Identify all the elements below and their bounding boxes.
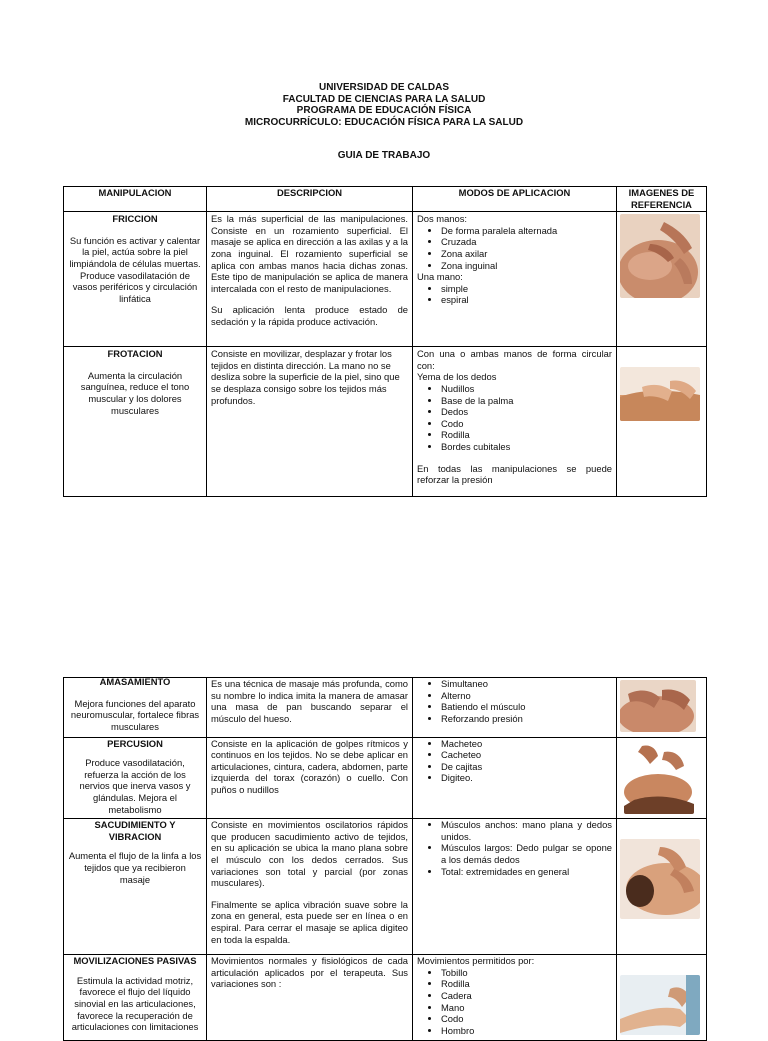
- modes-list: [417, 383, 612, 453]
- image-cell: [617, 955, 707, 1041]
- list-item: • espiral: [441, 294, 612, 306]
- manipulations-table-2: [63, 677, 707, 1041]
- list-item: • De cajitas: [441, 761, 612, 773]
- modes-list: [417, 225, 612, 271]
- manipulation-cell: [64, 737, 207, 819]
- manipulation-cell: [64, 819, 207, 955]
- col-header-descripcion: DESCRIPCION: [207, 187, 413, 212]
- modes-note: En todas las manipulaciones se puede reforzar la presión: [417, 462, 612, 486]
- modes-list: [417, 678, 612, 724]
- list-item: • Dedos: [441, 406, 612, 418]
- modes-cell: [413, 737, 617, 819]
- image-cell: [617, 819, 707, 955]
- manipulation-effect: Su función es activar y calentar la piel, actúa sobre la piel limpiándola de células muertas. Produce vasodilatación de vasos periféricos y circulación linfática: [69, 234, 201, 304]
- list-item: • Codo: [441, 418, 612, 430]
- kneading-massage-photo: [620, 680, 696, 732]
- description-text: Finalmente se aplica vibración suave sobre la zona en general, esta puede ser en línea o en espiral. Para cerrar el masaje se aplica digiteo en toda la espalda.: [211, 898, 408, 945]
- list-item: • Cadera: [441, 990, 612, 1002]
- vibration-massage-photo: [620, 839, 700, 919]
- table-row: [64, 212, 707, 347]
- list-item: • Alterno: [441, 690, 612, 702]
- university-name: UNIVERSIDAD DE CALDAS: [318, 82, 449, 93]
- description-text: Movimientos normales y fisiológicos de cada articulación aplicados por el terapeuta. Sus variaciones son :: [211, 955, 408, 990]
- list-item: • Codo: [441, 1013, 612, 1025]
- list-item: • Batiendo el músculo: [441, 701, 612, 713]
- list-item: • Macheteo: [441, 738, 612, 750]
- col-header-imagenes: IMAGENES DE REFERENCIA: [617, 187, 707, 212]
- list-item: • Zona axilar: [441, 248, 612, 260]
- list-item: • simple: [441, 283, 612, 295]
- list-item: • Bordes cubitales: [441, 441, 612, 453]
- col-header-modos: MODOS DE APLICACION: [413, 187, 617, 212]
- image-cell: [617, 737, 707, 819]
- passive-mobilization-photo: [620, 975, 700, 1035]
- list-item: • Digiteo.: [441, 772, 612, 784]
- description-text: Es una técnica de masaje más profunda, como su nombre lo indica imita la manera de amasar una masa de pan buscando separar el músculo del hueso.: [211, 678, 408, 724]
- document-header: [0, 82, 768, 128]
- description-cell: [207, 347, 413, 497]
- list-item: • Mano: [441, 1002, 612, 1014]
- manipulation-cell: [64, 955, 207, 1041]
- modes-intro: Movimientos permitidos por:: [417, 955, 535, 967]
- list-item: • De forma paralela alternada: [441, 225, 612, 237]
- col-header-manipulacion: MANIPULACION: [64, 187, 207, 212]
- description-text: Es la más superficial de las manipulaciones. Consiste en un rozamiento superficial. El masaje se aplica en dirección a las axilas y a la zona inguinal. El rozamiento superficial se aplica con ambas manos hacia dichas zonas. Este tipo de manipulación se aplica de manera intercalada con el resto de manipulaciones.: [211, 213, 408, 294]
- table-row: [64, 955, 707, 1041]
- manipulation-name: FROTACION: [107, 348, 163, 360]
- table-row: [64, 347, 707, 497]
- modes-cell: [413, 955, 617, 1041]
- description-text: Consiste en la aplicación de golpes rítmicos y continuos en los tejidos. No se debe aplicar en articulaciones, cintura, cadera, abdomen, parte izquierda del torax (corazón) o cuello. Con puños o nudillos: [211, 737, 408, 795]
- manipulation-cell: [64, 347, 207, 497]
- table-row: [64, 678, 707, 738]
- image-cell: [617, 212, 707, 347]
- modes-list: [417, 738, 612, 784]
- description-text: Su aplicación lenta produce estado de sedación y la rápida produce activación.: [211, 304, 408, 327]
- manipulations-table-1: [63, 186, 707, 497]
- modes-cell: [413, 678, 617, 738]
- image-cell: [617, 347, 707, 497]
- description-cell: [207, 737, 413, 819]
- modes-intro: Una mano:: [417, 271, 463, 283]
- description-cell: [207, 678, 413, 738]
- list-item: • Tobillo: [441, 967, 612, 979]
- manipulation-effect: Estimula la actividad motriz, favorece el flujo del líquido sinovial en las articulaciones, favorece la recuperación de articulaciones con limitaciones: [71, 974, 199, 1033]
- manipulation-effect: Aumenta la circulación sanguínea, reduce el tono muscular y los dolores musculares: [80, 369, 190, 416]
- manipulation-name: SACUDIMIENTO Y VIBRACION: [94, 819, 176, 842]
- manipulation-name: FRICCION: [112, 213, 158, 225]
- list-item: • Total: extremidades en general: [441, 866, 612, 878]
- manipulation-cell: [64, 212, 207, 347]
- program-name: PROGRAMA DE EDUCACIÓN FÍSICA: [296, 105, 472, 116]
- manipulation-name: MOVILIZACIONES PASIVAS: [73, 955, 197, 967]
- manipulation-name: AMASAMIENTO: [99, 676, 171, 687]
- list-item: • Músculos anchos: mano plana y dedos unidos.: [441, 819, 612, 842]
- massage-back-photo: [620, 214, 700, 298]
- modes-cell: [413, 819, 617, 955]
- table-row: [64, 819, 707, 955]
- modes-list: [417, 967, 612, 1037]
- list-item: • Reforzando presión: [441, 713, 612, 725]
- manipulation-cell: [64, 678, 207, 738]
- list-item: • Base de la palma: [441, 395, 612, 407]
- list-item: • Músculos largos: Dedo pulgar se opone a los demás dedos: [441, 842, 612, 865]
- modes-cell: [413, 347, 617, 497]
- description-cell: [207, 819, 413, 955]
- table-row: [64, 737, 707, 819]
- table-header-row: [64, 187, 707, 212]
- modes-intro: Con una o ambas manos de forma circular con:: [417, 348, 612, 371]
- modes-list: [417, 819, 612, 877]
- description-text: Consiste en movimientos oscilatorios rápidos que producen sacudimiento activo de tejidos, en su aplicación se ubica la mano plana sobre el músculo con los dedos cerrados. Sus variaciones son total y parcial (por zonas musculares).: [211, 819, 408, 889]
- list-item: • Cacheteo: [441, 749, 612, 761]
- description-text: Consiste en movilizar, desplazar y frotar los tejidos en distinta dirección. La mano no se desliza sobre la superficie de la piel, sino que se desplaza consigo sobre los tejidos más profundos.: [211, 348, 400, 406]
- list-item: • Zona inguinal: [441, 260, 612, 272]
- modes-intro: Yema de los dedos: [417, 371, 497, 383]
- manipulation-effect: Aumenta el flujo de la linfa a los tejidos que ya recibieron masaje: [68, 850, 202, 885]
- massage-hands-photo: [620, 367, 700, 421]
- manipulation-name: PERCUSION: [107, 737, 163, 749]
- description-cell: [207, 955, 413, 1041]
- list-item: • Rodilla: [441, 429, 612, 441]
- guide-title: GUIA DE TRABAJO: [337, 150, 431, 161]
- list-item: • Rodilla: [441, 978, 612, 990]
- modes-intro: Dos manos:: [417, 213, 468, 225]
- modes-list: [417, 283, 612, 306]
- modes-cell: [413, 212, 617, 347]
- manipulation-effect: Produce vasodilatación, refuerza la acción de los nervios que inerva vasos y glándulas. Mejora el metabolismo: [79, 757, 191, 815]
- image-cell: [617, 678, 707, 738]
- list-item: • Nudillos: [441, 383, 612, 395]
- manipulation-effect: Mejora funciones del aparato neuromuscular, fortalece fibras musculares: [70, 697, 200, 732]
- description-cell: [207, 212, 413, 347]
- list-item: • Simultaneo: [441, 678, 612, 690]
- microcurriculum-title: MICROCURRÍCULO: EDUCACIÓN FÍSICA PARA LA SALUD: [244, 116, 524, 128]
- faculty-name: FACULTAD DE CIENCIAS PARA LA SALUD: [282, 93, 486, 105]
- percussion-massage-photo: [624, 740, 694, 814]
- list-item: • Cruzada: [441, 236, 612, 248]
- list-item: • Hombro: [441, 1025, 612, 1037]
